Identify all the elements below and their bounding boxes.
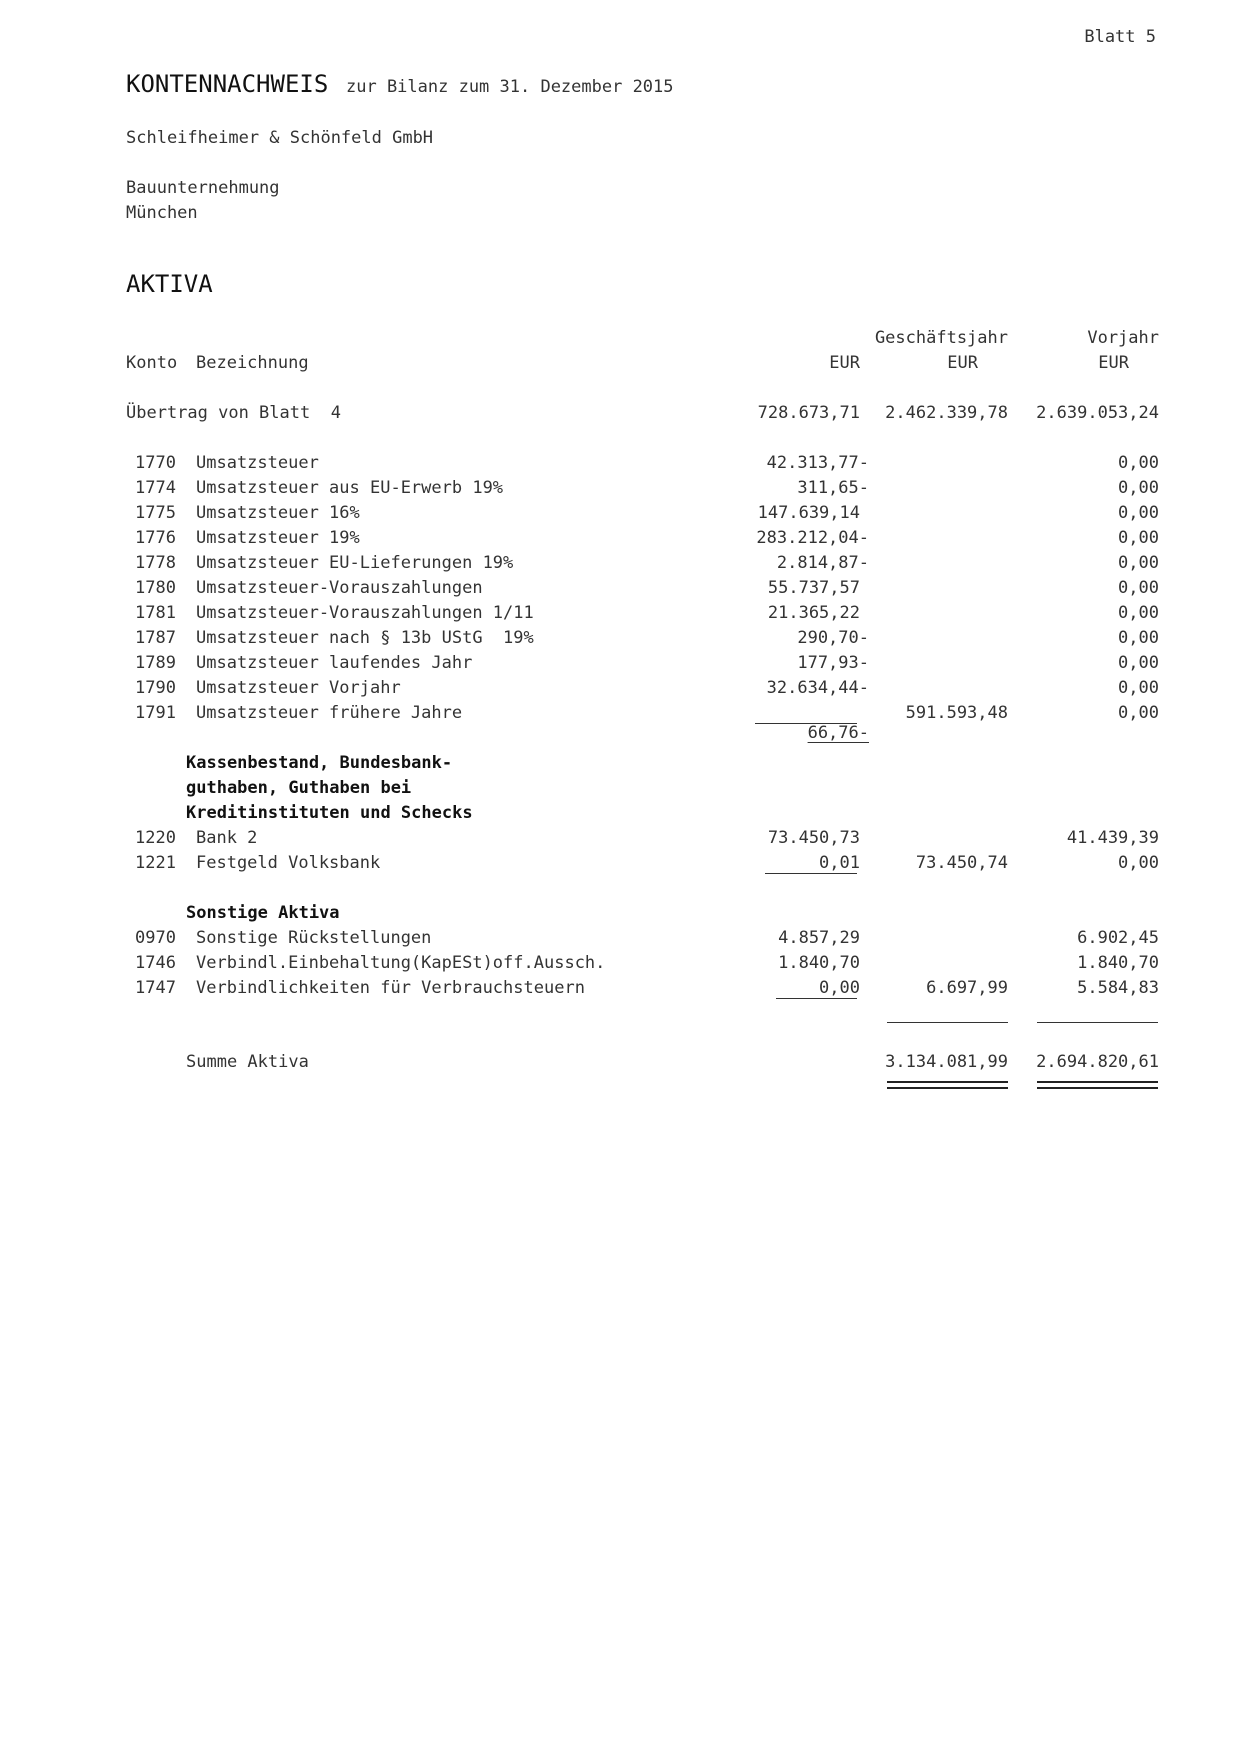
- vorjahr-amount: 0,00: [1118, 853, 1159, 873]
- table-row: [0, 603, 1240, 623]
- account-label: Umsatzsteuer EU-Lieferungen 19%: [196, 553, 514, 573]
- vorjahr-amount: 0,00: [1118, 553, 1159, 573]
- table-row: [0, 853, 1240, 873]
- total-label: Summe Aktiva: [186, 1052, 309, 1072]
- column-header-geschaeftsjahr-eur: EUR: [947, 353, 978, 373]
- gj-amount: 6.697,99: [926, 978, 1008, 998]
- konto-number: 1778: [135, 553, 176, 573]
- gj-amount: 73.450,74: [915, 853, 1008, 873]
- account-label: Verbindlichkeiten für Verbrauchsteuern: [196, 978, 585, 998]
- document-title: KONTENNACHWEIS: [126, 70, 329, 98]
- carry-forward-inner: 728.673,71: [757, 403, 860, 423]
- subtotal-rule: [755, 723, 857, 724]
- account-label: Verbindl.Einbehaltung(KapESt)off.Aussch.: [196, 953, 606, 973]
- inner-amount: 73.450,73: [767, 828, 860, 848]
- inner-amount: 55.737,57: [767, 578, 860, 598]
- column-header-vorjahr: Vorjahr: [1087, 328, 1159, 348]
- total-gj: 3.134.081,99: [885, 1052, 1008, 1072]
- table-row: [0, 528, 1240, 548]
- table-row: [0, 578, 1240, 598]
- group-heading-line: [0, 753, 1240, 773]
- group-title-kasse-3: Kreditinstituten und Schecks: [186, 803, 473, 823]
- table-row: [0, 928, 1240, 948]
- konto-number: 1781: [135, 603, 176, 623]
- group-heading-line: [0, 778, 1240, 798]
- account-label: Umsatzsteuer-Vorauszahlungen: [196, 578, 483, 598]
- group-title-kasse-1: Kassenbestand, Bundesbank-: [186, 753, 453, 773]
- account-label: Umsatzsteuer Vorjahr: [196, 678, 401, 698]
- konto-number: 1770: [135, 453, 176, 473]
- account-label: Festgeld Volksbank: [196, 853, 381, 873]
- total-row: [0, 1052, 1240, 1072]
- total-rule-vj: [1037, 1022, 1158, 1023]
- company-city: München: [126, 203, 198, 223]
- double-rule-gj: [887, 1081, 1008, 1089]
- carry-forward-label: Übertrag von Blatt 4: [126, 403, 341, 423]
- konto-number: 1789: [135, 653, 176, 673]
- konto-number: 1787: [135, 628, 176, 648]
- konto-number: 1747: [135, 978, 176, 998]
- column-header-konto: Konto: [126, 353, 178, 373]
- inner-amount: 4.857,29: [778, 928, 860, 948]
- table-row: [0, 653, 1240, 673]
- column-header-bezeichnung: Bezeichnung: [196, 353, 309, 373]
- group-heading-line: [0, 803, 1240, 823]
- account-label: Umsatzsteuer laufendes Jahr: [196, 653, 473, 673]
- account-label: Bank 2: [196, 828, 258, 848]
- inner-amount: 42.313,77-: [766, 453, 869, 473]
- account-label: Umsatzsteuer frühere Jahre: [196, 703, 463, 723]
- konto-number: 1746: [135, 953, 176, 973]
- account-label: Umsatzsteuer nach § 13b UStG 19%: [196, 628, 534, 648]
- table-row: [0, 828, 1240, 848]
- document-subtitle: zur Bilanz zum 31. Dezember 2015: [346, 77, 674, 97]
- carry-forward-vj: 2.639.053,24: [1036, 403, 1159, 423]
- vorjahr-amount: 41.439,39: [1066, 828, 1159, 848]
- double-rule-vj: [1037, 1081, 1158, 1089]
- group-heading-line: [0, 903, 1240, 923]
- table-row: [0, 553, 1240, 573]
- konto-number: 1776: [135, 528, 176, 548]
- gj-amount: 591.593,48: [905, 703, 1008, 723]
- table-row: [0, 478, 1240, 498]
- konto-number: 1790: [135, 678, 176, 698]
- konto-number: 1221: [135, 853, 176, 873]
- account-label: Umsatzsteuer 16%: [196, 503, 360, 523]
- group-title-sonstige: Sonstige Aktiva: [186, 903, 340, 923]
- vorjahr-amount: 0,00: [1118, 578, 1159, 598]
- konto-number: 1780: [135, 578, 176, 598]
- table-row: [0, 453, 1240, 473]
- account-label: Umsatzsteuer-Vorauszahlungen 1/11: [196, 603, 534, 623]
- inner-amount: 1.840,70: [778, 953, 860, 973]
- vorjahr-amount: 5.584,83: [1077, 978, 1159, 998]
- vorjahr-amount: 0,00: [1118, 603, 1159, 623]
- konto-number: 1774: [135, 478, 176, 498]
- konto-number: 0970: [135, 928, 176, 948]
- company-branch: Bauunternehmung: [126, 178, 280, 198]
- inner-amount: 290,70-: [797, 628, 869, 648]
- inner-amount: 177,93-: [797, 653, 869, 673]
- subtotal-rule: [776, 998, 857, 999]
- table-row: [0, 628, 1240, 648]
- konto-number: 1220: [135, 828, 176, 848]
- vorjahr-amount: 0,00: [1118, 703, 1159, 723]
- konto-number: 1791: [135, 703, 176, 723]
- inner-amount: 283.212,04-: [756, 528, 869, 548]
- carry-forward-gj: 2.462.339,78: [885, 403, 1008, 423]
- vorjahr-amount: 0,00: [1118, 678, 1159, 698]
- carry-forward-row: [0, 403, 1240, 423]
- vorjahr-amount: 1.840,70: [1077, 953, 1159, 973]
- vorjahr-amount: 6.902,45: [1077, 928, 1159, 948]
- column-header-eur-inner: EUR: [829, 353, 860, 373]
- table-row: [0, 678, 1240, 698]
- inner-amount: 147.639,14: [757, 503, 860, 523]
- vorjahr-amount: 0,00: [1118, 528, 1159, 548]
- subtotal-rule: [765, 873, 857, 874]
- account-label: Umsatzsteuer 19%: [196, 528, 360, 548]
- inner-amount: 32.634,44-: [766, 678, 869, 698]
- table-row: [0, 953, 1240, 973]
- table-row: [0, 703, 1240, 743]
- inner-amount: 21.365,22: [767, 603, 860, 623]
- account-label: Umsatzsteuer aus EU-Erwerb 19%: [196, 478, 504, 498]
- inner-amount: 0,00: [819, 978, 860, 998]
- vorjahr-amount: 0,00: [1118, 453, 1159, 473]
- inner-amount: 0,01: [819, 853, 860, 873]
- total-rule-gj: [887, 1022, 1008, 1023]
- inner-amount: 2.814,87-: [776, 553, 869, 573]
- table-row: [0, 978, 1240, 998]
- vorjahr-amount: 0,00: [1118, 628, 1159, 648]
- column-header-vorjahr-eur: EUR: [1098, 353, 1129, 373]
- konto-number: 1775: [135, 503, 176, 523]
- inner-amount: 311,65-: [797, 478, 869, 498]
- column-header-geschaeftsjahr: Geschäftsjahr: [874, 328, 1008, 348]
- vorjahr-amount: 0,00: [1118, 478, 1159, 498]
- vorjahr-amount: 0,00: [1118, 503, 1159, 523]
- group-title-kasse-2: guthaben, Guthaben bei: [186, 778, 412, 798]
- account-label: Sonstige Rückstellungen: [196, 928, 432, 948]
- account-label: Umsatzsteuer: [196, 453, 319, 473]
- vorjahr-amount: 0,00: [1118, 653, 1159, 673]
- table-row: [0, 503, 1240, 523]
- sheet-number: Blatt 5: [1084, 27, 1156, 47]
- total-vj: 2.694.820,61: [1036, 1052, 1159, 1072]
- company-name: Schleifheimer & Schönfeld GmbH: [126, 128, 434, 148]
- section-title: AKTIVA: [126, 270, 213, 298]
- inner-amount-underlined: 66,76-: [807, 723, 869, 743]
